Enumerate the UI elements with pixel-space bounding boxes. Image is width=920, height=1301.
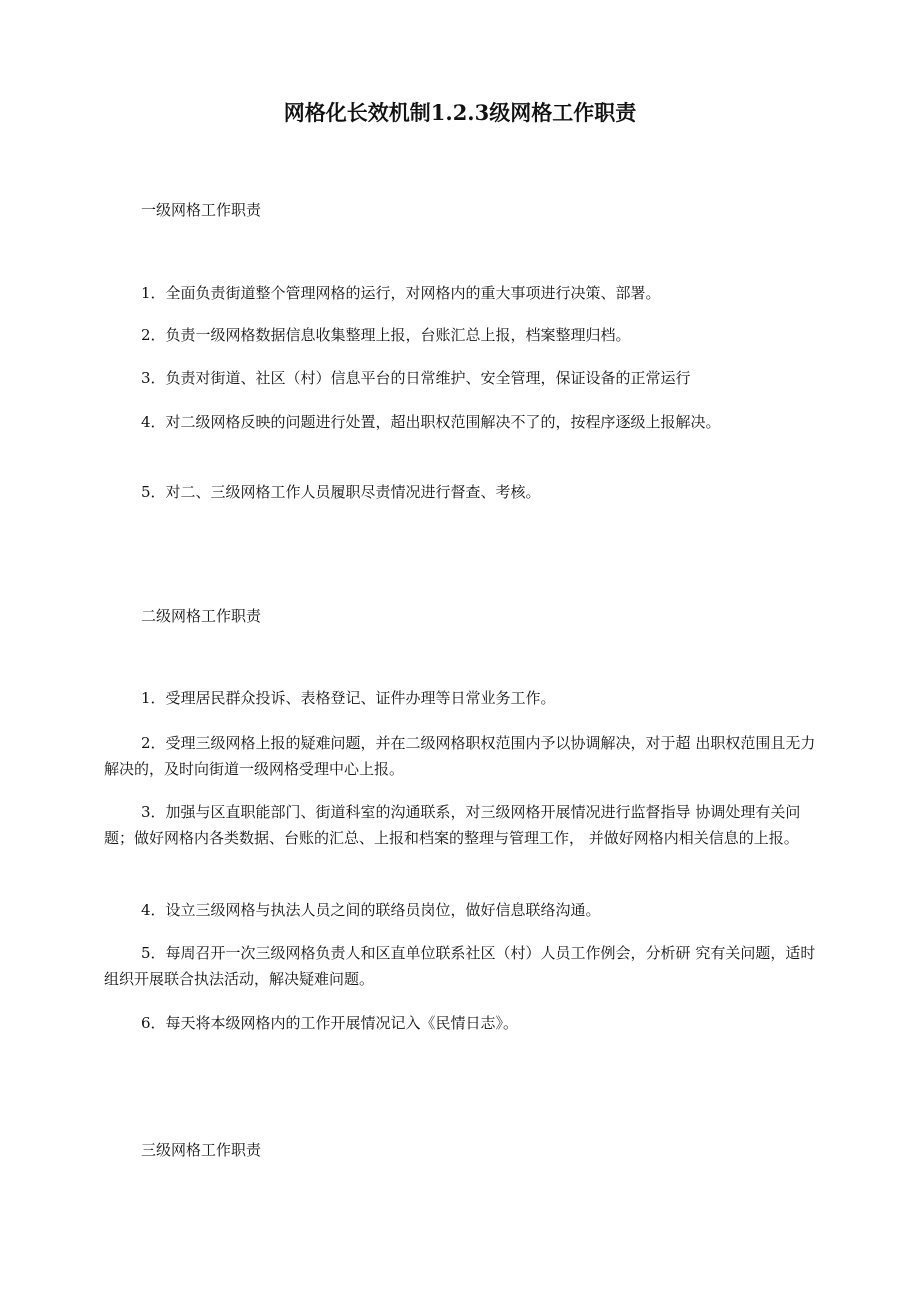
level-2-item-5: 5．每周召开一次三级网格负责人和区直单位联系社区（村）人员工作例会，分析研 究有关问题，适时组织开展联合执法活动，解决疑难问题。 xyxy=(104,944,816,988)
section-heading-level-3: 三级网格工作职责 xyxy=(141,1141,262,1159)
level-2-item-6: 6．每天将本级网格内的工作开展情况记入《民情日志》。 xyxy=(141,1014,519,1032)
level-1-item-2: 2．负责一级网格数据信息收集整理上报，台账汇总上报，档案整理归档。 xyxy=(141,326,631,344)
level-2-item-1: 1．受理居民群众投诉、表格登记、证件办理等日常业务工作。 xyxy=(141,689,556,707)
level-1-item-4: 4．对二级网格反映的问题进行处置，超出职权范围解决不了的，按程序逐级上报解决。 xyxy=(141,413,721,431)
level-2-item-4: 4．设立三级网格与执法人员之间的联络员岗位，做好信息联络沟通。 xyxy=(141,901,601,919)
level-2-item-3: 3．加强与区直职能部门、街道科室的沟通联系，对三级网格开展情况进行监督指导 协调处理有关问题；做好网格内各类数据、台账的汇总、上报和档案的整理与管理工作， 并做好网格内相关信息的上报。 xyxy=(104,803,801,847)
document-title: 网格化长效机制1.2.3级网格工作职责 xyxy=(283,100,637,125)
level-1-item-3: 3．负责对街道、社区（村）信息平台的日常维护、安全管理，保证设备的正常运行 xyxy=(141,369,691,387)
level-2-item-2: 2．受理三级网格上报的疑难问题，并在二级网格职权范围内予以协调解决，对于超 出职权范围且无力解决的，及时向街道一级网格受理中心上报。 xyxy=(104,734,816,778)
level-1-item-1: 1．全面负责街道整个管理网格的运行，对网格内的重大事项进行决策、部署。 xyxy=(141,284,661,302)
level-1-item-5: 5．对二、三级网格工作人员履职尽责情况进行督查、考核。 xyxy=(141,483,541,501)
section-heading-level-2: 二级网格工作职责 xyxy=(141,607,262,625)
section-heading-level-1: 一级网格工作职责 xyxy=(141,201,262,219)
